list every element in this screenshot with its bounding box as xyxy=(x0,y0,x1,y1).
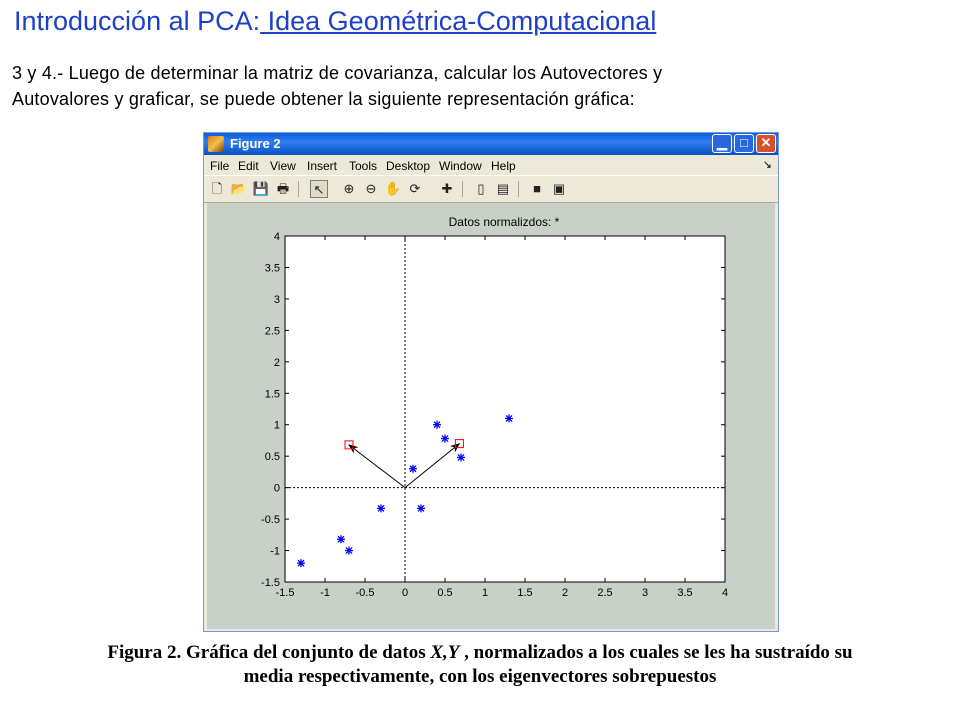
minimize-button[interactable]: ▁ xyxy=(712,134,732,153)
y-tick-label: -1.5 xyxy=(261,577,280,589)
x-tick-label: -1 xyxy=(320,587,330,599)
x-tick-label: -1.5 xyxy=(275,587,295,599)
slide-title-link[interactable]: Idea Geométrica-Computacional xyxy=(260,6,657,36)
y-tick-label: -1 xyxy=(270,545,280,558)
scatter-plot[interactable] xyxy=(207,203,775,629)
menu-view[interactable]: View xyxy=(270,159,296,173)
hide-plot-tools-icon[interactable]: ■ xyxy=(533,181,541,196)
y-tick-label: 1 xyxy=(273,419,280,432)
slide-title-prefix: Introducción al PCA: xyxy=(14,6,261,36)
slide-text-line-1: 3 y 4.- Luego de determinar la matriz de covarianza, calcular los Autovectores y xyxy=(12,63,663,83)
maximize-button[interactable]: □ xyxy=(734,134,754,153)
figure-toolbar xyxy=(204,175,778,203)
menu-tools[interactable]: Tools xyxy=(349,159,378,173)
data-point xyxy=(337,535,345,543)
x-tick-label: 2.5 xyxy=(597,587,613,599)
y-tick-label: 0 xyxy=(273,482,280,495)
menu-help[interactable]: Help xyxy=(491,159,516,173)
y-tick-label: 0.5 xyxy=(264,451,280,464)
menu-file[interactable]: File xyxy=(210,159,230,173)
x-tick-label: 3 xyxy=(641,587,649,599)
close-button[interactable]: ✕ xyxy=(756,134,776,153)
y-tick-label: 2 xyxy=(273,356,280,369)
data-point xyxy=(345,547,353,555)
legend-icon[interactable]: ▤ xyxy=(496,181,510,196)
caption-part-1: Figura 2. Gráfica del conjunto de datos xyxy=(107,642,431,663)
pan-hand-icon[interactable]: ✋ xyxy=(384,181,402,196)
show-plot-tools-icon[interactable]: ▣ xyxy=(552,181,566,196)
y-tick-label: 3.5 xyxy=(264,262,280,275)
x-tick-label: 3.5 xyxy=(677,587,693,599)
x-tick-label: 4 xyxy=(721,587,729,599)
x-tick-label: -0.5 xyxy=(355,587,375,599)
plot-title: Datos normalizdos: * xyxy=(448,215,560,229)
x-tick-label: 0 xyxy=(401,587,409,599)
toolbar-separator xyxy=(462,181,463,197)
slide-text-line-2: Autovalores y graficar, se puede obtener la siguiente representación gráfica: xyxy=(12,89,635,109)
window-titlebar[interactable] xyxy=(204,133,778,155)
figure-caption-line-2: media respectivamente, con los eigenvectores sobrepuestos xyxy=(243,666,717,687)
data-point xyxy=(409,465,417,473)
window-title: Figure 2 xyxy=(230,136,281,151)
menu-bar xyxy=(204,155,778,175)
menu-desktop[interactable]: Desktop xyxy=(386,159,431,173)
toolbar-separator xyxy=(298,181,299,197)
slide-body-text xyxy=(12,60,932,112)
menu-window[interactable]: Window xyxy=(439,159,482,173)
x-tick-label: 1.5 xyxy=(517,587,533,599)
y-tick-label: -0.5 xyxy=(261,514,280,527)
dock-arrow-icon[interactable]: ↘ xyxy=(762,159,772,171)
y-tick-label: 1.5 xyxy=(264,388,280,401)
y-tick-label: 2.5 xyxy=(264,325,280,338)
matlab-logo-icon xyxy=(208,136,224,152)
zoom-in-icon[interactable]: ⊕ xyxy=(343,181,355,196)
rotate-3d-icon[interactable]: ⟳ xyxy=(409,181,421,196)
data-point xyxy=(417,504,425,512)
menu-edit[interactable]: Edit xyxy=(238,159,259,173)
x-tick-label: 0.5 xyxy=(437,587,453,599)
edit-plot-arrow-icon[interactable]: ↖ xyxy=(310,180,328,198)
print-icon[interactable]: 🖶 xyxy=(276,181,290,196)
y-tick-label: 3 xyxy=(273,293,280,306)
zoom-out-icon[interactable]: ⊖ xyxy=(365,181,377,196)
caption-part-2: , normalizados a los cuales se les ha sustraído su xyxy=(459,642,853,663)
save-icon[interactable]: 💾 xyxy=(252,181,270,196)
data-point xyxy=(377,504,385,512)
figure-window xyxy=(203,132,779,632)
x-tick-label: 2 xyxy=(561,587,569,599)
data-point xyxy=(505,414,513,422)
colorbar-icon[interactable]: ▯ xyxy=(477,181,485,196)
plot-area xyxy=(285,236,725,582)
data-point xyxy=(441,435,449,443)
y-tick-label: 4 xyxy=(273,231,280,243)
data-point xyxy=(297,559,305,567)
new-figure-icon[interactable]: 🗋 xyxy=(211,181,223,196)
data-point xyxy=(457,453,465,461)
data-cursor-icon[interactable]: ✚ xyxy=(441,181,453,196)
menu-insert[interactable]: Insert xyxy=(307,159,338,173)
open-file-icon[interactable]: 📂 xyxy=(230,181,248,196)
toolbar-separator xyxy=(518,181,519,197)
caption-italic: X,Y xyxy=(430,642,460,663)
figure-canvas xyxy=(207,203,775,629)
x-tick-label: 1 xyxy=(481,587,489,599)
data-point xyxy=(433,421,441,429)
figure-caption-line-1 xyxy=(0,641,960,665)
slide-title xyxy=(14,6,656,37)
